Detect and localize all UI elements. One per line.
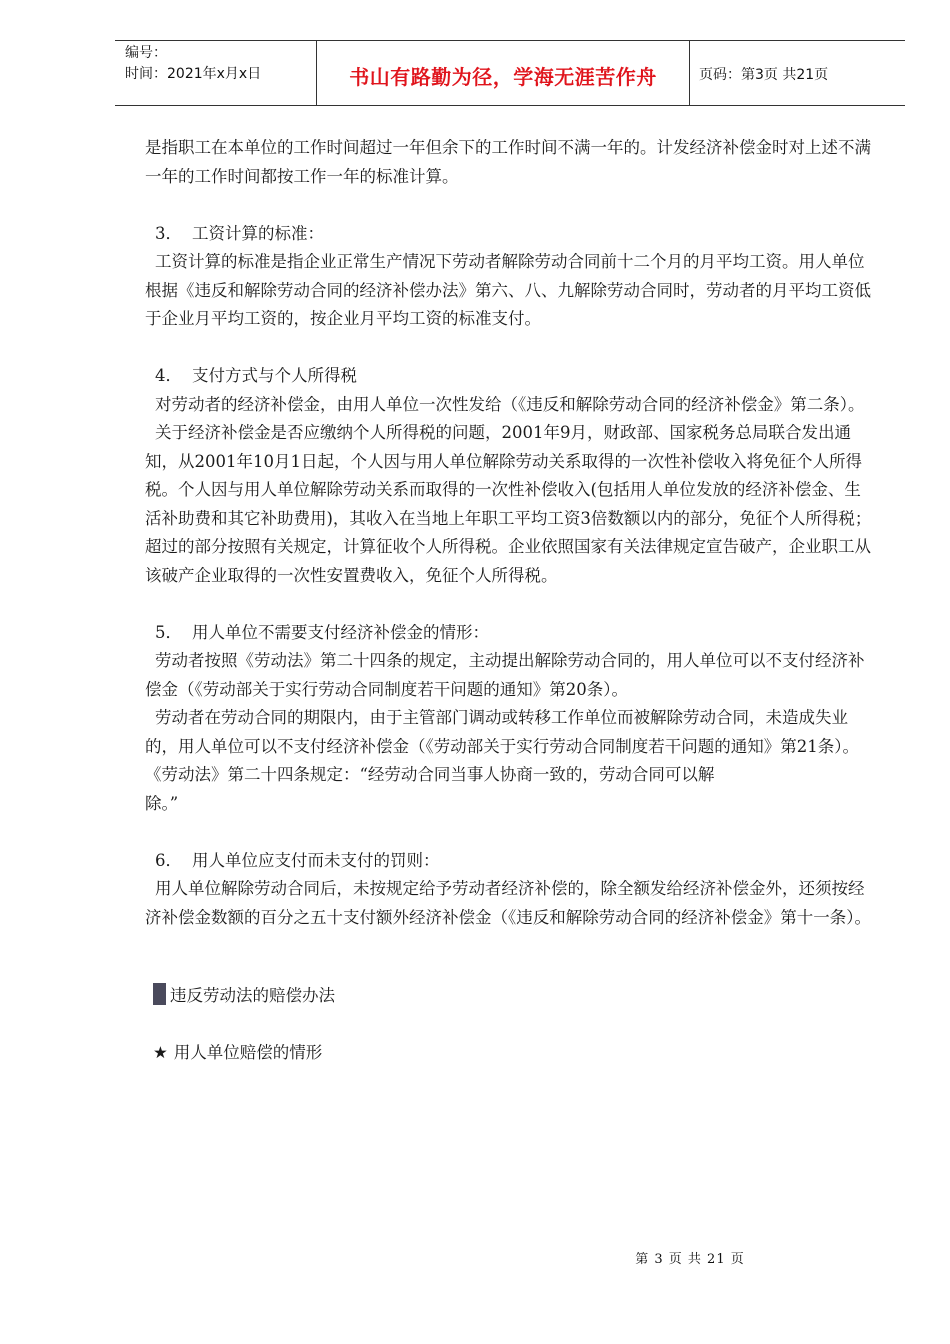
header-time-label: 时间：2021年x月x日 xyxy=(125,66,262,82)
paragraph: 除。” xyxy=(145,793,179,813)
star-icon: ★ xyxy=(153,1042,168,1062)
paragraph: 劳动者按照《劳动法》第二十四条的规定，主动提出解除劳动合同的，用人单位可以不支付经济补偿金（《劳动部关于实行劳动合同制度若干问题的通知》第20条）。 xyxy=(145,651,865,699)
section-number: 6． xyxy=(155,850,182,870)
header-code-label: 编号： xyxy=(125,45,167,61)
paragraph: 关于经济补偿金是否应缴纳个人所得税的问题，2001年9月，财政部、国家税务总局联合发出通知，从2001年10月1日起，个人因与用人单位解除劳动关系取得的一次性补偿收入将免征个人所得税。个人因与用人单位解除劳动关系而取得的一次性补偿收入(包括用人单位发放的经济补偿金、生活补助费和其它补助费用)，其收入在当地上年职工平均工资3倍数额以内的部分，免征个人所得税；超过的部分按照有关规定，计算征收个人所得税。企业依照国家有关法律规定宣告破产，企业职工从该破产企业取得的一次性安置费收入，免征个人所得税。 xyxy=(145,423,872,585)
sub-heading xyxy=(145,1039,875,1068)
page-header xyxy=(115,40,905,106)
section-heading-5 xyxy=(145,619,875,648)
section-number: 4． xyxy=(155,366,182,385)
header-motto: 书山有路勤为径，学海无涯苦作舟 xyxy=(349,65,657,89)
section-heading-6 xyxy=(145,847,875,876)
document-body xyxy=(145,134,875,1067)
paragraph: 《劳动法》第二十四条规定：“经劳动合同当事人协商一致的，劳动合同可以解 xyxy=(145,765,715,784)
paragraph: 是指职工在本单位的工作时间超过一年但余下的工作时间不满一年的。计发经济补偿金时对上述不满一年的工作时间都按工作一年的标准计算。 xyxy=(145,138,871,186)
section-heading-3 xyxy=(145,220,875,249)
footer-page-number: 第 3 页 共 21 页 xyxy=(635,1252,745,1267)
paragraph: 劳动者在劳动合同的期限内，由于主管部门调动或转移工作单位而被解除劳动合同，未造成失业的，用人单位可以不支付经济补偿金（《劳动部关于实行劳动合同制度若干问题的通知》第21条）。 xyxy=(145,708,859,756)
section-heading xyxy=(145,982,875,1011)
section-number: 3． xyxy=(155,223,182,243)
paragraph: 工资计算的标准是指企业正常生产情况下劳动者解除劳动合同前十二个月的月平均工资。用人单位根据《违反和解除劳动合同的经济补偿办法》第六、八、九解除劳动合同时，劳动者的月平均工资低于企业月平均工资的，按企业月平均工资的标准支付。 xyxy=(145,252,871,328)
section-title: 用人单位应支付而未支付的罚则： xyxy=(192,850,440,870)
paragraph: 用人单位解除劳动合同后，未按规定给予劳动者经济补偿的，除全额发给经济补偿金外，还须按经济补偿金数额的百分之五十支付额外经济补偿金（《违反和解除劳动合同的经济补偿金》第十一条）。 xyxy=(145,879,871,927)
section-title: 支付方式与个人所得税 xyxy=(192,366,357,385)
header-page-info: 页码：第3页 共21页 xyxy=(699,67,829,83)
section-title: 工资计算的标准： xyxy=(192,223,324,243)
section-title: 用人单位不需要支付经济补偿金的情形： xyxy=(192,622,489,642)
header-divider xyxy=(689,41,690,106)
header-meta xyxy=(125,43,261,85)
section-heading-4 xyxy=(145,362,875,391)
section-heading-text: 违反劳动法的赔偿办法 xyxy=(170,986,335,1005)
section-number: 5． xyxy=(155,622,182,642)
page-footer xyxy=(0,1248,950,1267)
paragraph: 对劳动者的经济补偿金，由用人单位一次性发给（《违反和解除劳动合同的经济补偿金》第二条）。 xyxy=(155,394,865,414)
sub-heading-text: 用人单位赔偿的情形 xyxy=(173,1042,323,1062)
block-bullet-icon xyxy=(153,983,166,1005)
